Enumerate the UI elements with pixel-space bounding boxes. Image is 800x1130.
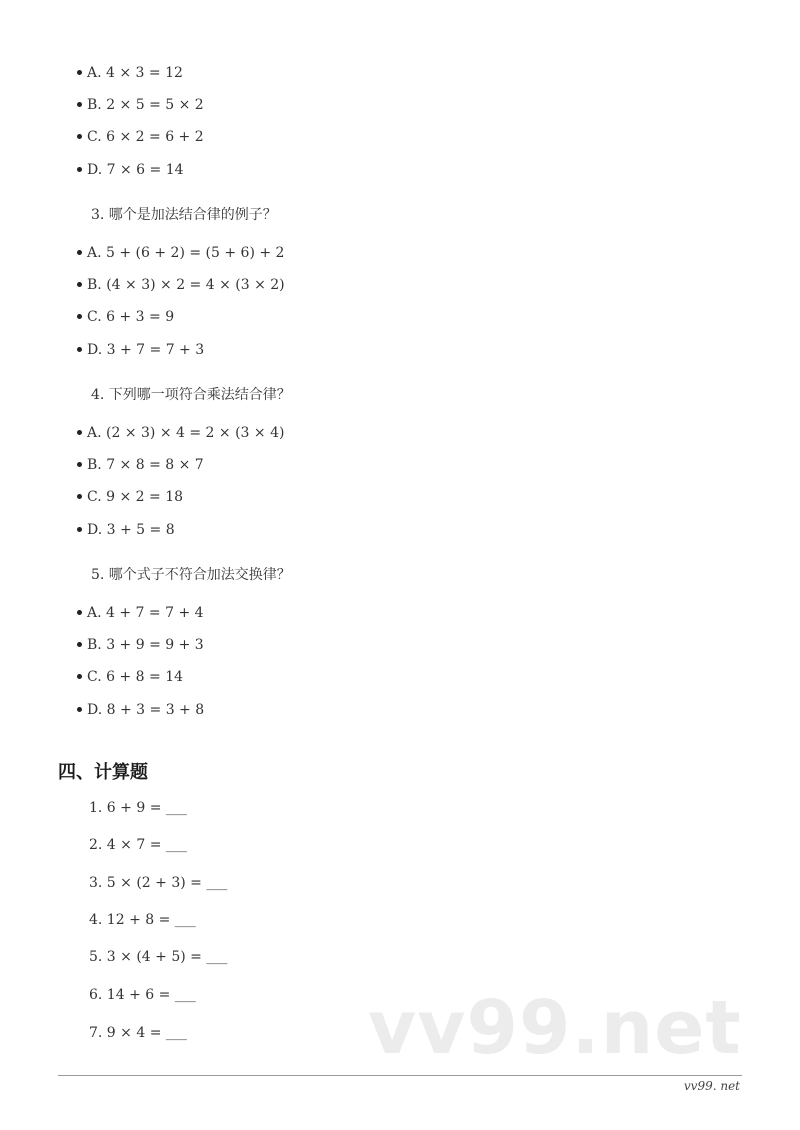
calc-item-2: 2. 4 × 7 = ___ <box>89 837 187 853</box>
bullet-icon <box>77 282 82 287</box>
bullet-icon <box>77 462 82 467</box>
q2-option-c <box>77 128 204 146</box>
q5-question: 5. 哪个式子不符合加法交换律？ <box>91 567 291 583</box>
q3-option-c <box>77 308 174 326</box>
option-text: A. (2 × 3) × 4 = 2 × (3 × 4) <box>87 425 285 441</box>
option-text: B. 3 + 9 = 9 + 3 <box>87 637 204 653</box>
bullet-icon <box>77 250 82 255</box>
q3-option-d <box>77 341 204 359</box>
bullet-icon <box>77 347 82 352</box>
option-text: D. 7 × 6 = 14 <box>87 162 184 178</box>
option-text: D. 3 + 5 = 8 <box>87 522 175 538</box>
q5-option-a <box>77 604 204 622</box>
bullet-icon <box>77 430 82 435</box>
q4-option-a <box>77 424 284 442</box>
calc-item-5: 5. 3 × (4 + 5) = ___ <box>89 949 228 965</box>
footer-divider <box>58 1075 742 1076</box>
option-text: C. 6 + 8 = 14 <box>87 669 184 685</box>
q3-option-a <box>77 244 284 262</box>
bullet-icon <box>77 527 82 532</box>
bullet-icon <box>77 707 82 712</box>
bullet-icon <box>77 102 82 107</box>
calc-item-4: 4. 12 + 8 = ___ <box>89 912 196 928</box>
q4-option-b <box>77 456 204 474</box>
option-text: C. 9 × 2 = 18 <box>87 489 184 505</box>
q4-option-c <box>77 488 183 506</box>
section-heading: 四、计算题 <box>58 762 148 783</box>
watermark: vv99.net <box>368 985 742 1071</box>
option-text: B. 7 × 8 = 8 × 7 <box>87 457 204 473</box>
calc-item-6: 6. 14 + 6 = ___ <box>89 987 196 1003</box>
q3-question: 3. 哪个是加法结合律的例子？ <box>91 207 277 223</box>
option-text: B. 2 × 5 = 5 × 2 <box>87 97 204 113</box>
option-text: A. 4 + 7 = 7 + 4 <box>87 605 204 621</box>
q2-option-d <box>77 161 184 179</box>
bullet-icon <box>77 70 82 75</box>
q2-option-b <box>77 96 204 114</box>
option-text: C. 6 × 2 = 6 + 2 <box>87 129 204 145</box>
q2-option-a <box>77 64 183 82</box>
option-text: C. 6 + 3 = 9 <box>87 309 175 325</box>
q3-option-b <box>77 276 285 294</box>
option-text: B. (4 × 3) × 2 = 4 × (3 × 2) <box>87 277 285 293</box>
bullet-icon <box>77 314 82 319</box>
option-text: D. 3 + 7 = 7 + 3 <box>87 342 205 358</box>
footer-site-name: vv99. net <box>683 1079 740 1093</box>
option-text: A. 5 + (6 + 2) = (5 + 6) + 2 <box>87 245 285 261</box>
calc-item-7: 7. 9 × 4 = ___ <box>89 1025 187 1041</box>
bullet-icon <box>77 674 82 679</box>
bullet-icon <box>77 642 82 647</box>
bullet-icon <box>77 134 82 139</box>
q4-question: 4. 下列哪一项符合乘法结合律？ <box>91 387 291 403</box>
q5-option-b <box>77 636 204 654</box>
calc-item-3: 3. 5 × (2 + 3) = ___ <box>89 875 228 891</box>
option-text: D. 8 + 3 = 3 + 8 <box>87 702 205 718</box>
q5-option-c <box>77 668 183 686</box>
q4-option-d <box>77 521 175 539</box>
q5-option-d <box>77 701 204 719</box>
bullet-icon <box>77 167 82 172</box>
option-text: A. 4 × 3 = 12 <box>87 65 183 81</box>
bullet-icon <box>77 494 82 499</box>
bullet-icon <box>77 610 82 615</box>
calc-item-1: 1. 6 + 9 = ___ <box>89 800 187 816</box>
